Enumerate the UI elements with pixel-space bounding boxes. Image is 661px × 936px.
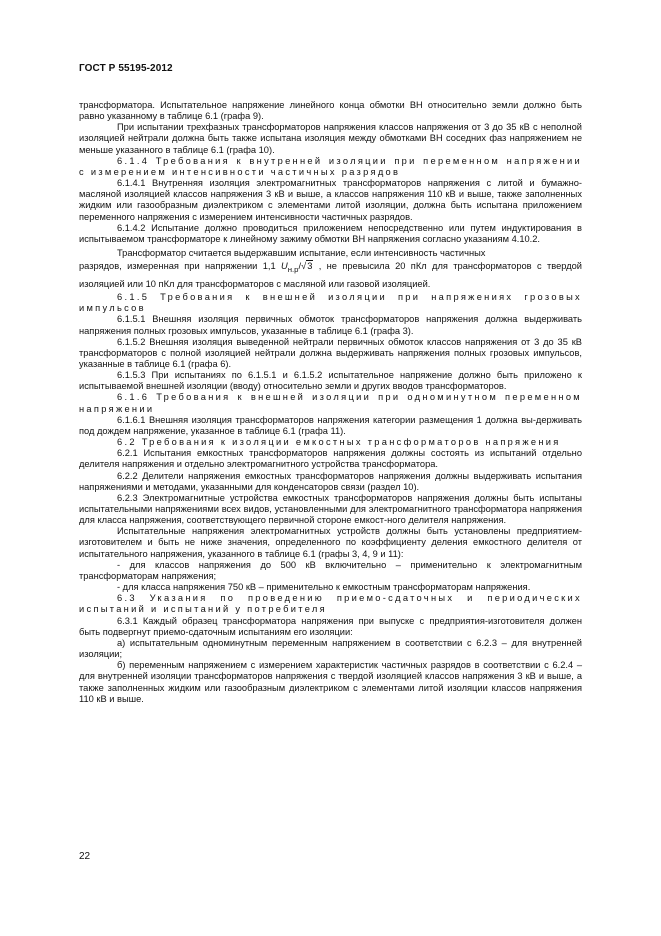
paragraph: 6.2.2 Делители напряжения емкостных трансформаторов напряжения должны выдерживать испытания напряжениями и методами, указанными для конденсаторов связи (раздел 10). (79, 470, 582, 492)
paragraph: При испытании трехфазных трансформаторов напряжения классов напряжения от 3 до 35 кВ с неполной изоляцией нейтрали должна быть также испытана изоляция между обмотками ВН соседних фаз напряжением не меньше указанного в таблице 6.1 (графа 10). (79, 122, 582, 155)
section-heading-6-2: 6.2 Требования к изоляции емкостных трансформаторов напряжения (117, 437, 561, 448)
section-heading-6-1-5: 6.1.5 Требования к внешней изоляции при напряжениях грозовых импульсов (79, 292, 582, 314)
list-item: а) испытательным одноминутным переменным напряжением в соответствии с 6.2.3 – для внутренней изоляции; (79, 637, 582, 660)
paragraph: 6.2.3 Электромагнитные устройства емкостных трансформаторов напряжения должны быть испытаны испытательными напряжениями всех видов, установленными для электромагнитного трансформатора напряжения для класса напряжения, соответствующего первичной стороне емкост-ного делителя напряжения. (79, 492, 582, 526)
list-item: - для класса напряжения 750 кВ – применительно к емкостным трансформаторам напряжения. (117, 582, 531, 593)
paragraph: 6.1.6.1 Внешняя изоляция трансформаторов напряжения категории размещения 1 должна вы-держивать под дождем напряжение, указанное в таблице 6.1 (графа 11). (79, 414, 582, 436)
section-heading-6-1-6: 6.1.6 Требования к внешней изоляции при одноминутном переменном напряжении (79, 392, 582, 414)
paragraph: 6.1.4.1 Внутренняя изоляция электромагнитных трансформаторов напряжения с литой и бумажно-масляной изоляцией классов напряжения 3 кВ и выше, а классов напряжения 110 кВ и выше, также заполненных жидким или газообразным диэлектриком с элементами литой изоляции, должна быть испытана приложением переменного напряжения с измерением интенсивности частичных разрядов. (79, 178, 582, 222)
body-text (79, 100, 582, 705)
formula-text-after: , не превысила 20 пКл для трансформаторов с твердой изоляцией или 10 пКл для трансформаторов с масляной или газовой изоляцией. (79, 261, 582, 290)
paragraph: 6.1.5.2 Внешняя изоляция выведенной нейтрали первичных обмоток классов напряжения от 3 до 35 кВ трансформаторов с полной изоляцией нейтрали должна выдерживать напряжения полных грозовых импульсов, указанные в таблице 6.1 (графа 6). (79, 336, 582, 369)
list-item: - для классов напряжения до 500 кВ включительно – применительно к электромагнитным трансформаторам напряжения; (79, 559, 582, 581)
document-header: ГОСТ Р 55195-2012 (79, 63, 173, 74)
list-item: б) переменным напряжением с измерением характеристик частичных разрядов в соответствии с 6.2.4 – для внутренней изоляции трансформаторов напряжения с твердой изоляцией классов напряжения 3 кВ и выше, а также заполненных жидким или газообразным диэлектриком с элементами литой изоляции классов напряжения 110 кВ и выше. (79, 660, 582, 704)
paragraph: Трансформатор считается выдержавшим испытание, если интенсивность частичных (117, 248, 486, 259)
page-number: 22 (79, 851, 91, 862)
paragraph: 6.2.1 Испытания емкостных трансформаторов напряжения должны состоять из испытаний отдельно делителя напряжения и отдельно электромагнитного устройства трансформатора. (79, 448, 582, 470)
section-heading-6-1-4: 6.1.4 Требования к внутренней изоляции при переменном напряжении с измерением интенсивности частичных разрядов (79, 155, 582, 177)
formula-slash: / (298, 261, 302, 272)
paragraph: 6.1.5.3 При испытаниях по 6.1.5.1 и 6.1.5.2 испытательное напряжение должно быть приложено к испытываемой внешней изоляции (вводу) относительно земли и других вводов трансформаторов. (79, 370, 582, 392)
paragraph: Испытательные напряжения электромагнитных устройств должны быть установлены предприятием-изготовителем и быть не ниже значения, определенного по коэффициенту деления емкостного делителя от испытательного напряжения, указанного в таблице 6.1 (графы 3, 4, 9 и 11): (79, 526, 582, 559)
section-heading-6-3: 6.3 Указания по проведению приемо-сдаточных и периодических испытаний и испытаний у потребителя (79, 593, 582, 615)
paragraph: 6.1.5.1 Внешняя изоляция первичных обмоток трансформаторов напряжения должна выдерживать напряжения полных грозовых импульсов, указанные в таблице 6.1 (графа 3). (79, 314, 582, 336)
paragraph: 6.1.4.2 Испытание должно проводиться приложением непосредственно или путем индуктирования в испытываемом трансформаторе к линейному зажиму обмотки ВН напряжения согласно указаниям 4.10.2. (79, 222, 582, 244)
formula-text-before: разрядов, измеренная при напряжении 1,1 (79, 261, 282, 272)
voltage-subscript: н.р (287, 265, 299, 275)
root-value: 3 (307, 261, 313, 272)
formula-paragraph (79, 259, 582, 292)
square-root-icon: √ (301, 261, 307, 272)
paragraph: трансформатора. Испытательное напряжение линейного конца обмотки ВН относительно земли должно быть равно указанному в таблице 6.1 (графа 9). (79, 100, 582, 122)
paragraph: 6.3.1 Каждый образец трансформатора напряжения при выпуске с предприятия-изготовителя должен быть подвергнут приемо-сдаточным испытаниям его изоляции: (79, 615, 582, 637)
voltage-symbol: U (281, 261, 288, 272)
